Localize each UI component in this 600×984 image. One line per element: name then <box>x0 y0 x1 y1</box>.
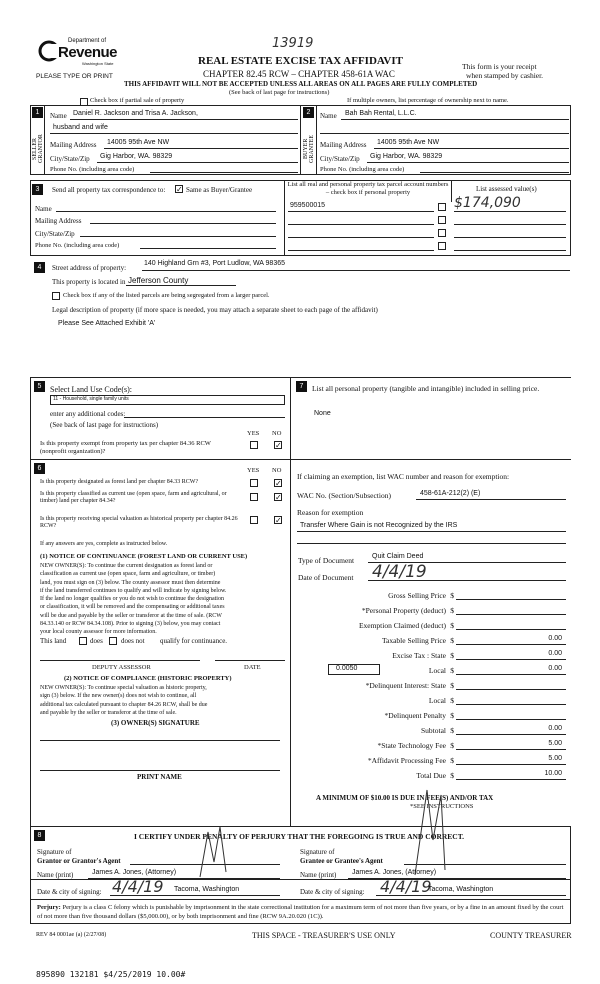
dollar-sign: $ <box>450 651 454 660</box>
doc-type[interactable]: Quit Claim Deed <box>372 553 424 560</box>
logo-line3: Washington State <box>82 61 114 66</box>
print-name-rule <box>40 770 280 771</box>
buyer-phone-rule <box>420 172 569 173</box>
seller-name2-rule <box>50 133 298 134</box>
form-revision: REV 84 0001ae (a) (2/27/08) <box>36 932 107 938</box>
this-land-label: This land <box>40 637 67 645</box>
delinquent-interest-state-label: *Delinquent Interest: State <box>365 681 446 690</box>
see-instructions: *SEE INSTRUCTIONS <box>410 803 474 810</box>
dollar-sign: $ <box>450 666 454 675</box>
segregated-checkbox[interactable] <box>52 292 60 300</box>
handwritten-number: 13919 <box>272 36 314 51</box>
perjury-text: Perjury is a class C felony which is punishable by imprisonment in the state correctional institution for a maximum term of not more than five years, or by a fine in an amount fixed by the court of not more than five thousand dollars ($5,000.00), or by both imprisonment and fine (RCW 9A.20.020 (1C)). <box>37 904 564 920</box>
notice2-line: and payable by the seller or transferor at the time of sale. <box>40 709 177 716</box>
grantee-date-city-label: Date & city of signing: <box>300 888 365 896</box>
personal-property-checkbox-1[interactable] <box>438 203 446 211</box>
form-chapter: CHAPTER 82.45 RCW – CHAPTER 458-61A WAC <box>203 69 395 79</box>
sec3-mail-rule <box>90 223 276 224</box>
notice1-line: your local county assessor for more information. <box>40 629 157 636</box>
sec3-phone-label: Phone No. (including area code) <box>35 242 120 249</box>
buyer-mail-label: Mailing Address <box>320 141 367 149</box>
grantee-sig-label-2: Grantee or Grantee's Agent <box>300 857 383 865</box>
minimum-due-notice: A MINIMUM OF $10.00 IS DUE IN FEE(S) AND/OR TAX <box>316 794 494 802</box>
additional-codes-label: enter any additional codes: <box>50 410 126 418</box>
forest-no-checkbox[interactable]: ✓ <box>275 479 282 488</box>
excise-local-label: Local <box>428 666 446 675</box>
sec5-bottom-rule <box>30 459 290 460</box>
reason[interactable]: Transfer Where Gain is not Recognized by the IRS <box>300 522 458 529</box>
calc-rule <box>456 599 566 600</box>
notice-compliance-body <box>40 684 288 717</box>
calc-rule <box>456 659 566 660</box>
notice1-line: If the land no longer qualifies or you do not wish to continue the designation <box>40 596 224 603</box>
grantor-date-rule <box>110 895 280 896</box>
dollar-sign: $ <box>450 696 454 705</box>
calc-rule <box>456 704 566 705</box>
buyer-city-label: City/State/Zip <box>320 155 360 163</box>
historical-question: Is this property receiving special valuation as historical property per chapter 84.26 RCW? <box>40 516 238 529</box>
receipt-line2: when stamped by cashier. <box>466 71 544 80</box>
notice2-line: sign (3) below. If the new owner(s) does not wish to continue, all <box>40 693 197 700</box>
excise-local-value[interactable]: 0.00 <box>548 665 562 672</box>
grantor-sig-label-1: Signature of <box>37 848 72 856</box>
does-not-label: does not <box>121 637 145 645</box>
doc-date-rule <box>368 580 566 581</box>
buyer-mail-rule <box>374 148 569 149</box>
sec3-name-rule <box>56 211 276 212</box>
treasurer-use-label: THIS SPACE - TREASURER'S USE ONLY <box>252 931 396 940</box>
current-use-question: Is this property classified as current use (open space, farm and agricultural, or timber) land per chapter 84.34? <box>40 491 227 504</box>
accounts-divider <box>451 180 452 202</box>
street-rule <box>142 270 570 271</box>
buyer-city[interactable]: Gig Harbor, WA. 98329 <box>370 153 443 160</box>
grantee-date-rule <box>376 895 566 896</box>
receipt-line1: This form is your receipt <box>462 62 537 71</box>
grantor-name-print-label: Name (print) <box>37 871 74 879</box>
county-treasurer-label: COUNTY TREASURER <box>490 931 572 940</box>
claim-exemption-label: If claiming an exemption, list WAC number and reason for exemption: <box>297 472 510 481</box>
calc-rule <box>456 779 566 780</box>
forest-land-question: Is this property designated as forest land per chapter 84.33 RCW? <box>40 479 199 485</box>
notice1-line: will be due and payable by the seller or transferor at the time of sale. (RCW <box>40 612 222 619</box>
reason-rule-2 <box>297 543 566 544</box>
owner-signature-rule <box>40 740 280 741</box>
grantor-sig-label-2: Grantor or Grantor's Agent <box>37 857 121 865</box>
section-3-number: 3 <box>32 184 43 195</box>
personal-property-checkbox-4[interactable] <box>438 242 446 250</box>
legal-description[interactable]: Please See Attached Exhibit 'A' <box>58 320 156 327</box>
does-label: does <box>90 637 103 645</box>
wac-label: WAC No. (Section/Subsection) <box>297 491 391 500</box>
calc-rule <box>456 689 566 690</box>
notice1-line: land, you must sign on (3) below. The county assessor must then determine <box>40 579 221 586</box>
grid-left-rule <box>30 377 31 826</box>
section-6-number: 6 <box>34 463 45 474</box>
grantor-date[interactable]: 4/4/19 <box>112 877 164 896</box>
grantor-signature-scribble <box>190 822 280 882</box>
local-rate: 0.0050 <box>336 665 358 672</box>
sec6-yes-header: YES <box>247 467 260 474</box>
grid-top-rule <box>30 377 571 378</box>
parcel-rule-4 <box>288 250 434 251</box>
subtotal-label: Subtotal <box>420 726 446 735</box>
forest-yes-checkbox[interactable] <box>250 479 258 487</box>
personal-property-value[interactable]: None <box>314 410 331 417</box>
buyer-name-rule <box>341 119 569 120</box>
section-2-number: 2 <box>303 107 314 118</box>
print-name-label: PRINT NAME <box>137 773 182 781</box>
dollar-sign: $ <box>450 726 454 735</box>
perjury-label: Perjury: <box>37 904 61 911</box>
qualify-label: qualify for continuance. <box>160 637 228 645</box>
sec3-city-rule <box>80 236 276 237</box>
does-not-checkbox[interactable] <box>109 637 117 645</box>
affidavit-fee-label: *Affidavit Processing Fee <box>367 756 446 765</box>
parcel-number[interactable]: 959500015 <box>290 202 326 209</box>
calc-rule <box>456 644 566 645</box>
assessed-rule-2 <box>454 224 566 225</box>
taxable-selling-value[interactable]: 0.00 <box>548 635 562 642</box>
list-personal-property-label: List all personal property (tangible and intangible) included in selling price. <box>312 384 540 393</box>
taxable-selling-label: Taxable Selling Price <box>381 636 446 645</box>
street-address[interactable]: 140 Highland Grn #3, Port Ludlow, WA 98365 <box>144 260 285 267</box>
delinquent-penalty-label: *Delinquent Penalty <box>384 711 446 720</box>
exempt-question: Is this property exempt from property tax per chapter 84.36 RCW (nonprofit organization)? <box>40 440 211 455</box>
seller-name[interactable]: Daniel R. Jackson and Trisa A. Jackson, <box>73 110 198 117</box>
notice1-line: or classification, it will be removed and the compensating or additional taxes <box>40 604 225 611</box>
notice-compliance-title: (2) NOTICE OF COMPLIANCE (HISTORIC PROPERTY) <box>64 675 232 682</box>
grantee-city[interactable]: Tacoma, Washington <box>428 886 494 893</box>
grantor-date-city-label: Date & city of signing: <box>37 888 102 896</box>
excise-state-value[interactable]: 0.00 <box>548 650 562 657</box>
seller-mail[interactable]: 14005 95th Ave NW <box>107 139 170 146</box>
legal-description-label: Legal description of property (if more space is needed, you may attach a separate sheet to each page of the affidavit) <box>52 306 378 314</box>
seller-mail-label: Mailing Address <box>50 141 97 149</box>
dollar-sign: $ <box>450 756 454 765</box>
exempt-yes-checkbox[interactable] <box>250 441 258 449</box>
current-use-yes-checkbox[interactable] <box>250 493 258 501</box>
select-land-use-label: Select Land Use Code(s): <box>50 385 132 394</box>
seller-name-rule <box>70 119 298 120</box>
parcel-rule-3 <box>288 237 434 238</box>
deputy-rule <box>40 660 200 661</box>
dollar-sign: $ <box>450 636 454 645</box>
reason-rule <box>297 531 566 532</box>
personal-deduct-label: *Personal Property (deduct) <box>361 606 446 615</box>
buyer-name2-rule <box>320 133 569 134</box>
assessed-rule-3 <box>454 237 566 238</box>
accounts-header: List all real and personal property tax parcel account numbers – check box if personal property <box>287 181 449 196</box>
section-3-divider <box>284 180 285 256</box>
seller-label-rule <box>44 105 45 175</box>
send-correspondence-label: Send all property tax correspondence to: <box>52 186 166 194</box>
doc-date[interactable]: 4/4/19 <box>372 562 427 582</box>
sec3-mail-label: Mailing Address <box>35 217 82 225</box>
calc-rule <box>456 734 566 735</box>
parcel-rule-1 <box>288 211 434 212</box>
calc-rule <box>456 719 566 720</box>
segregated-label: Check box if any of the listed parcels are being segregated from a larger parcel. <box>63 292 270 299</box>
county-label: This property is located in <box>52 278 126 286</box>
dollar-sign: $ <box>450 741 454 750</box>
historical-no-checkbox[interactable]: ✓ <box>275 516 282 525</box>
buyer-label-rule <box>316 105 317 175</box>
sec5-see-back: (See back of last page for instructions) <box>50 421 159 429</box>
seller-phone-label: Phone No. (including area code) <box>50 166 135 173</box>
grantor-name-print[interactable]: James A. Jones, (Attorney) <box>92 869 177 876</box>
sec3-name-label: Name <box>35 205 52 213</box>
notice2-line: NEW OWNER(S): To continue special valuation as historic property, <box>40 685 207 691</box>
dollar-sign: $ <box>450 606 454 615</box>
sec5-no-header: NO <box>272 430 282 437</box>
notice1-line: 84.33.140 or RCW 84.34.108). Prior to signing (3) below, you may contact <box>40 621 221 628</box>
dollar-sign: $ <box>450 681 454 690</box>
subtotal-value[interactable]: 0.00 <box>548 725 562 732</box>
please-type: PLEASE TYPE OR PRINT <box>36 73 113 80</box>
certify-statement: I CERTIFY UNDER PENALTY OF PERJURY THAT THE FOREGOING IS TRUE AND CORRECT. <box>134 832 465 841</box>
grantee-date[interactable]: 4/4/19 <box>380 877 432 896</box>
county-rule <box>126 285 236 286</box>
total-due-value[interactable]: 10.00 <box>544 770 562 777</box>
dollar-sign: $ <box>450 771 454 780</box>
assessed-rule-4 <box>454 250 566 251</box>
sec6-no-header: NO <box>272 467 282 474</box>
sec7-divider <box>290 459 571 460</box>
notice-continuance-title: (1) NOTICE OF CONTINUANCE (FOREST LAND OR CURRENT USE) <box>40 553 248 560</box>
form-title: REAL ESTATE EXCISE TAX AFFIDAVIT <box>198 55 403 67</box>
dor-logo <box>38 38 128 72</box>
grantor-grantee-divider <box>300 105 301 175</box>
current-use-no-checkbox[interactable]: ✓ <box>275 493 282 502</box>
wac-rule <box>416 499 566 500</box>
land-use-code: 11 - Household, single family units <box>53 396 129 402</box>
date-label: DATE <box>244 664 261 671</box>
notice1-line: if the land transferred continues to qualify and will indicate by signing below. <box>40 587 227 594</box>
notice2-line: additional tax calculated pursuant to chapter 84.26 RCW, shall be due <box>40 701 208 708</box>
assessed-rule-1 <box>454 211 566 212</box>
seller-grantor-label: SELLER GRANTOR <box>32 134 44 164</box>
county[interactable]: Jefferson County <box>128 276 189 285</box>
buyer-city-rule <box>367 162 569 163</box>
gross-selling-label: Gross Selling Price <box>388 591 446 600</box>
does-checkbox[interactable] <box>79 637 87 645</box>
date-rule <box>215 660 285 661</box>
wac-number[interactable]: 458-61A-212(2) (E) <box>420 490 481 497</box>
buyer-grantee-label: BUYER GRANTEE <box>303 135 315 163</box>
buyer-mail[interactable]: 14005 95th Ave NW <box>377 139 440 146</box>
delinquent-interest-local-label: Local <box>428 696 446 705</box>
exempt-no-checkbox[interactable]: ✓ <box>275 441 282 450</box>
dollar-sign: $ <box>450 711 454 720</box>
doc-type-label: Type of Document <box>298 556 355 565</box>
excise-state-label: Excise Tax : State <box>392 651 446 660</box>
additional-codes-rule <box>124 417 285 418</box>
grid-center-rule <box>290 377 291 826</box>
logo-line2: Revenue <box>58 44 118 61</box>
seller-city-label: City/State/Zip <box>50 155 90 163</box>
sec3-phone-rule <box>140 248 276 249</box>
multi-owner-note: If multiple owners, list percentage of ownership next to name. <box>347 97 509 104</box>
sec5-yes-header: YES <box>247 430 260 437</box>
state-tech-fee-label: *State Technology Fee <box>377 741 446 750</box>
seller-city-rule <box>97 162 298 163</box>
not-accepted-notice: THIS AFFIDAVIT WILL NOT BE ACCEPTED UNLESS ALL AREAS ON ALL PAGES ARE FULLY COMPLETED <box>124 80 478 88</box>
notice1-line: classification as current use (open space, farm and agriculture, or timber) <box>40 571 216 578</box>
buyer-phone-label: Phone No. (including area code) <box>320 166 405 173</box>
sec3-city-label: City/State/Zip <box>35 230 75 238</box>
seller-phone-rule <box>150 172 298 173</box>
logo-swoosh-icon <box>38 40 60 62</box>
calc-rule <box>456 764 566 765</box>
see-back-header: (See back of last page for instructions) <box>229 89 330 96</box>
calc-rule <box>456 614 566 615</box>
section-4-number: 4 <box>34 262 45 273</box>
footer-stamp: 895890 132181 $4/25/2019 10.00# <box>36 970 186 979</box>
section-1-number: 1 <box>32 107 43 118</box>
perjury-statement <box>37 903 567 921</box>
grantee-sig-label-1: Signature of <box>300 848 335 856</box>
calc-rule <box>456 749 566 750</box>
seller-mail-rule <box>104 148 298 149</box>
assessed-header: List assessed value(s) <box>476 185 537 193</box>
grantor-city[interactable]: Tacoma, Washington <box>174 886 240 893</box>
dollar-sign: $ <box>450 621 454 630</box>
calc-rule <box>456 629 566 630</box>
partial-sale-label: Check box if partial sale of property <box>90 97 185 104</box>
same-as-buyer-checkbox[interactable]: ✓ <box>176 185 183 194</box>
street-label: Street address of property: <box>52 264 127 272</box>
grantee-name-print[interactable]: James A. Jones, (Attorney) <box>352 869 437 876</box>
notice-continuance-body <box>40 562 288 637</box>
reason-label: Reason for exemption <box>297 508 364 517</box>
affidavit-fee-value[interactable]: 5.00 <box>548 755 562 762</box>
buyer-name[interactable]: Bah Bah Rental, L.L.C. <box>345 110 417 117</box>
section-8-number: 8 <box>34 830 45 841</box>
personal-property-checkbox-3[interactable] <box>438 229 446 237</box>
state-tech-fee-value[interactable]: 5.00 <box>548 740 562 747</box>
historical-yes-checkbox[interactable] <box>250 516 258 524</box>
logo-line1: Department of <box>68 38 107 44</box>
personal-property-checkbox-2[interactable] <box>438 216 446 224</box>
dollar-sign: $ <box>450 591 454 600</box>
notice1-line: NEW OWNER(S): To continue the current designation as forest land or <box>40 563 213 569</box>
seller-name-2[interactable]: husband and wife <box>53 124 108 131</box>
total-due-label: Total Due <box>416 771 446 780</box>
if-yes-note: If any answers are yes, complete as instructed below. <box>40 541 168 547</box>
grantee-signature-scribble <box>405 780 465 880</box>
section-5-number: 5 <box>34 381 45 392</box>
seller-name-label: Name <box>50 112 67 120</box>
buyer-name-label: Name <box>320 112 337 120</box>
doc-date-label: Date of Document <box>298 573 354 582</box>
deputy-assessor-label: DEPUTY ASSESSOR <box>92 664 151 671</box>
same-as-buyer-label: Same as Buyer/Grantee <box>186 186 253 194</box>
section-7-number: 7 <box>296 381 307 392</box>
exemption-claimed-label: Exemption Claimed (deduct) <box>358 621 446 630</box>
seller-city[interactable]: Gig Harbor, WA. 98329 <box>100 153 173 160</box>
parcel-rule-2 <box>288 224 434 225</box>
assessed-value[interactable]: $174,090 <box>454 195 521 211</box>
grantee-name-print-label: Name (print) <box>300 871 337 879</box>
calc-rule <box>456 674 566 675</box>
owner-signature-label: (3) OWNER(S) SIGNATURE <box>111 719 200 727</box>
